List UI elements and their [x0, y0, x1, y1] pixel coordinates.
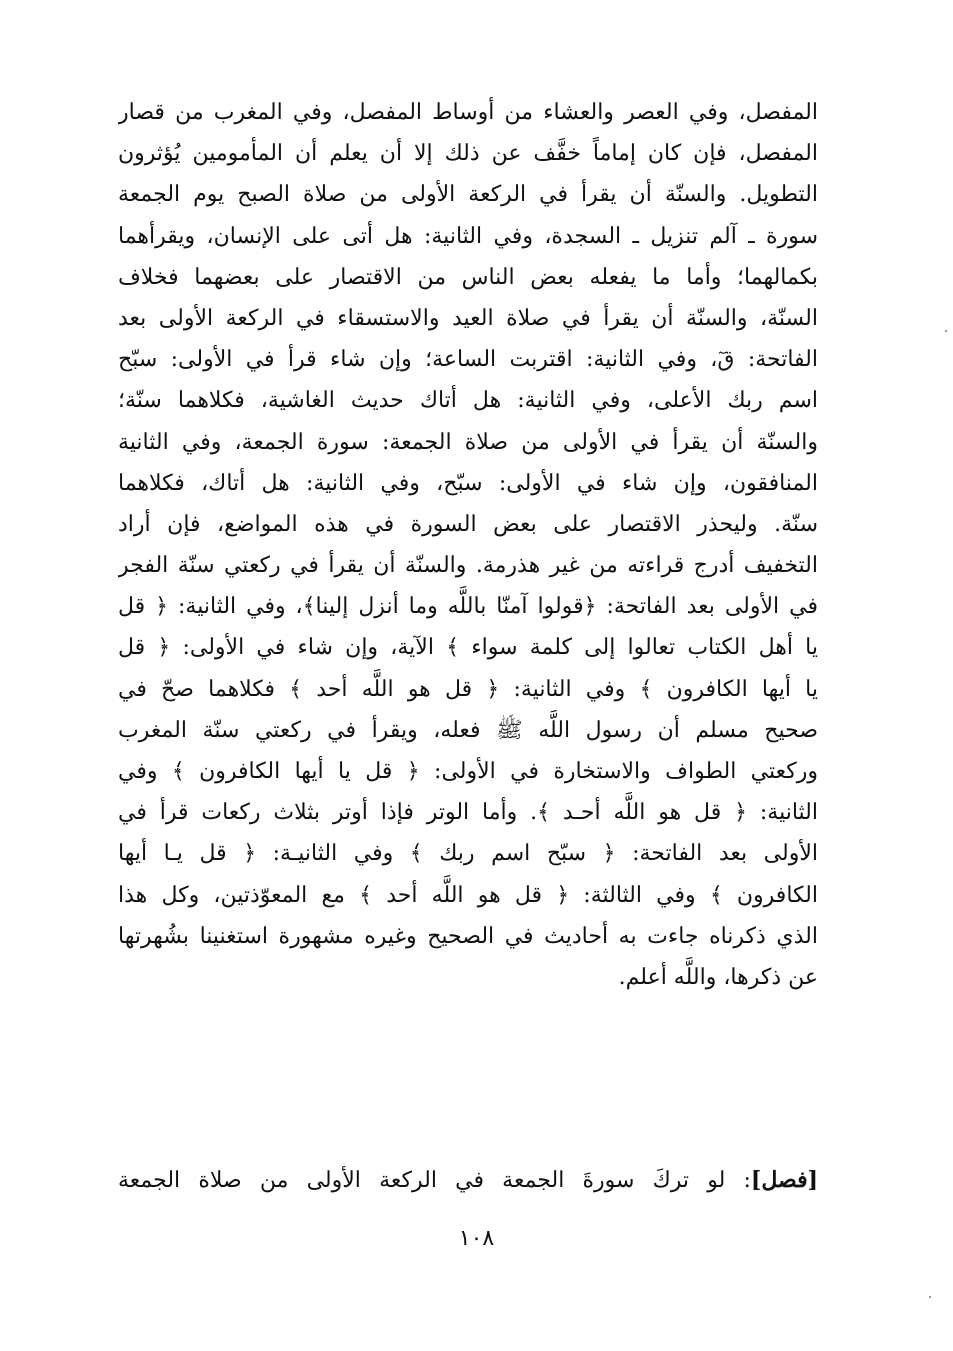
body-text — [118, 92, 818, 998]
text-line: يا أيها الكافرون ﴾ وفي الثانية: ﴿ قل هو اللَّه أحد ﴾ فكلاهما صحّ في — [118, 676, 818, 702]
text-line: الأولى بعد الفاتحة: ﴿ سبّح اسم ربك ﴾ وفي الثانيـة: ﴿ قل يـا أيها — [118, 841, 818, 867]
text-line: المفصل، فإن كان إماماً خفَّف عن ذلك إلا أن يعلم أن المأمومين يُؤثرون — [118, 141, 818, 167]
text-line: بكمالهما؛ وأما ما يفعله بعض الناس من الاقتصار على بعضهما فخلاف — [118, 264, 818, 290]
text-line: والسنّة أن يقرأ في الأولى من صلاة الجمعة: سورة الجمعة، وفي الثانية — [118, 429, 818, 455]
text-line: المفصل، وفي العصر والعشاء من أوساط المفصل، وفي المغرب من قصار — [118, 100, 818, 125]
section-heading-line — [118, 1160, 818, 1201]
scan-dot — [929, 1296, 931, 1298]
text-line: الفاتحة: قٓ، وفي الثانية: اقتربت الساعة؛ وإن شاء قرأ في الأولى: سبّح — [118, 347, 818, 373]
page-number: ١٠٨ — [458, 1226, 495, 1251]
text-line-last: عن ذكرها، واللَّه أعلم. — [618, 964, 818, 990]
text-line: السنّة، والسنّة أن يقرأ في صلاة العيد والاستسقاء في الركعة الأولى بعد — [118, 305, 818, 331]
text-line: المنافقون، وإن شاء في الأولى: سبّح، وفي الثانية: هل أتاك، فكلاهما — [118, 470, 818, 496]
scan-dot — [945, 330, 947, 332]
text-line: التخفيف أدرج قراءته من غير هذرمة. والسنّة أن يقرأ في ركعتي سنّة الفجر — [118, 553, 818, 579]
section-text: : لو تركَ سورةَ الجمعة في الركعة الأولى من صلاة الجمعة — [118, 1168, 751, 1193]
text-line: في الأولى بعد الفاتحة: ﴿قولوا آمنّا باللَّه وما أنزل إلينا﴾، وفي الثانية: ﴿ قل — [118, 594, 818, 620]
text-line: الثانية: ﴿ قل هو اللَّه أحـد ﴾. وأما الوتر فإذا أوتر بثلاث ركعات قرأ في — [118, 800, 818, 826]
text-line: التطويل. والسنّة أن يقرأ في الركعة الأولى من صلاة الصبح يوم الجمعة — [118, 182, 818, 208]
section-label: [فصل] — [750, 1167, 818, 1193]
text-line: الكافرون ﴾ وفي الثالثة: ﴿ قل هو اللَّه أحد ﴾ مع المعوّذتين، وكل هذا — [118, 882, 818, 908]
text-line: وركعتي الطواف والاستخارة في الأولى: ﴿ قل يا أيها الكافرون ﴾ وفي — [118, 759, 818, 784]
text-line: سنّة. وليحذر الاقتصار على بعض السورة في هذه المواضع، فإن أراد — [118, 511, 818, 537]
text-line: سورة ـ آلم تنزيل ـ السجدة، وفي الثانية: هل أتى على الإنسان، ويقرأهما — [118, 223, 818, 249]
text-line: اسم ربك الأعلى، وفي الثانية: هل أتاك حديث الغاشية، فكلاهما سنّة؛ — [118, 388, 818, 414]
text-line: يا أهل الكتاب تعالوا إلى كلمة سواء ﴾ الآية، وإن شاء في الأولى: ﴿ قل — [118, 635, 818, 661]
text-line: الذي ذكرناه جاءت به أحاديث في الصحيح وغيره مشهورة استغنينا بشُهرتها — [118, 923, 818, 949]
text-line: صحيح مسلم أن رسول اللَّه ﷺ فعله، ويقرأ في ركعتي سنّة المغرب — [118, 717, 818, 743]
